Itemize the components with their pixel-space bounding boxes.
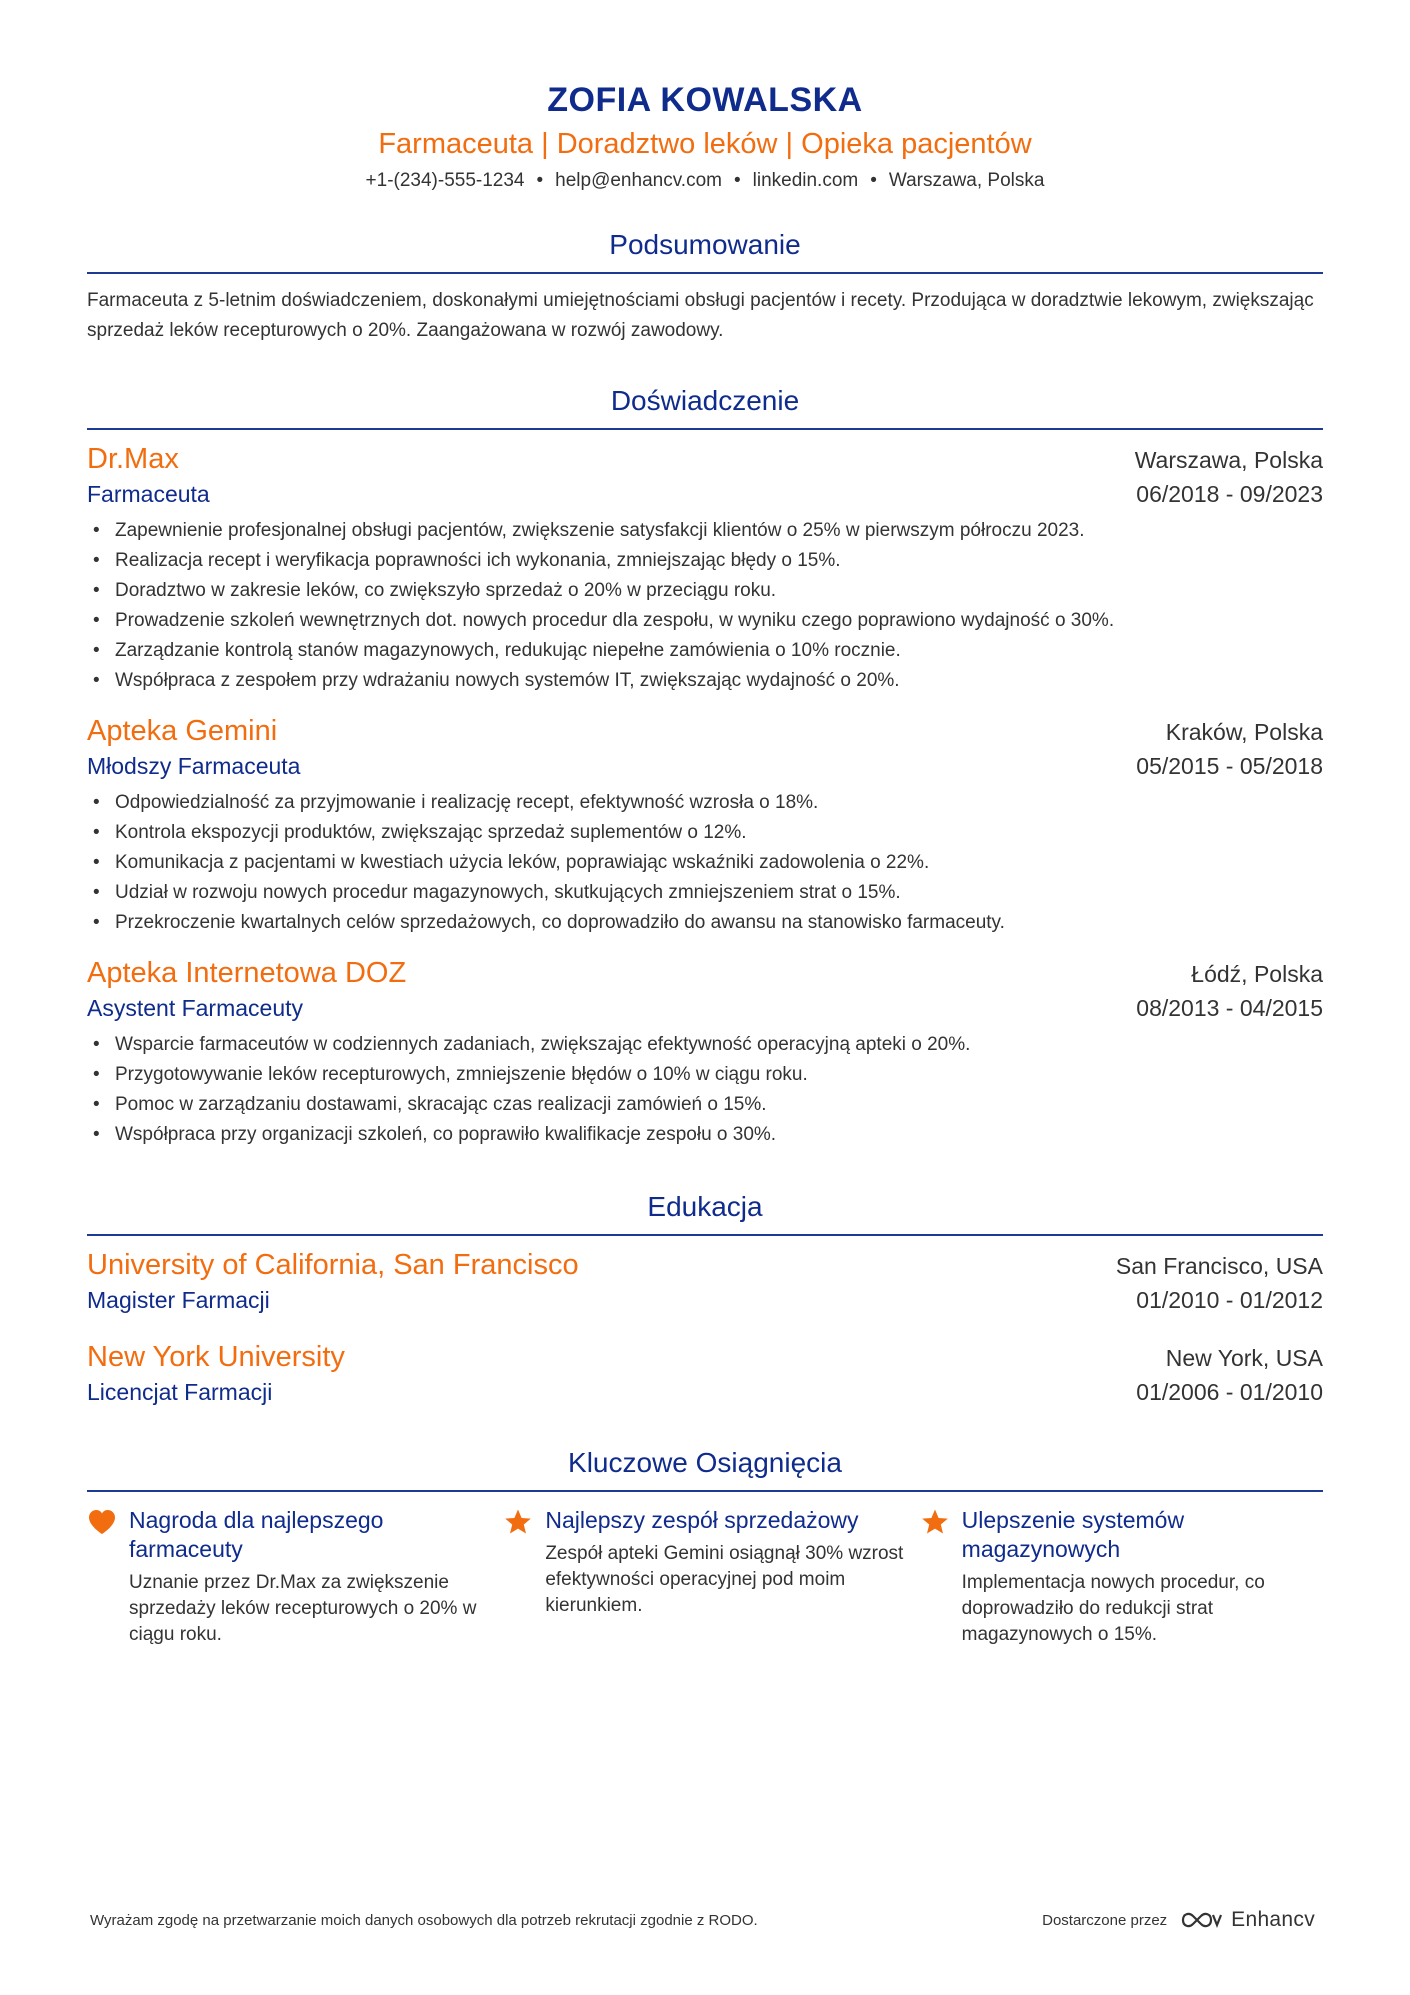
brand-name: Enhancv xyxy=(1231,1908,1315,1931)
list-item: • Przygotowywanie leków recepturowych, zmniejszenie błędów o 10% w ciągu roku. xyxy=(115,1060,1323,1090)
achievement-title: Nagroda dla najlepszego farmaceuty xyxy=(129,1507,384,1562)
job-location: Warszawa, Polska xyxy=(1134,447,1323,473)
job-dates: 05/2015 - 05/2018 xyxy=(1136,753,1323,779)
job-role: Farmaceuta xyxy=(87,481,210,507)
contact-phone[interactable]: +1-(234)-555-1234 xyxy=(365,170,525,191)
achievement-desc: Uznanie przez Dr.Max za zwiększenie sprzedaży leków recepturowych o 20% w ciągu roku. xyxy=(129,1572,477,1645)
gdpr-consent: Wyrażam zgodę na przetwarzanie moich danych osobowych dla potrzeb rekrutacji zgodnie z RODO. xyxy=(90,1911,758,1929)
achievement-title: Ulepszenie systemów magazynowych xyxy=(961,1507,1185,1562)
star-icon xyxy=(920,1506,962,1648)
list-item: • Przekroczenie kwartalnych celów sprzedażowych, co doprowadziło do awansu na stanowisko farmaceuty. xyxy=(115,908,1323,938)
achievement-desc: Zespół apteki Gemini osiągnął 30% wzrost efektywności operacyjnej pod moim kierunkiem. xyxy=(545,1543,904,1616)
list-item: • Kontrola ekspozycji produktów, zwiększając sprzedaż suplementów o 12%. xyxy=(115,818,1323,848)
job-company: Apteka Gemini xyxy=(87,715,278,747)
education-school: New York University xyxy=(87,1341,345,1373)
education-school: University of California, San Francisco xyxy=(87,1249,579,1281)
list-item: • Zarządzanie kontrolą stanów magazynowych, redukując niepełne zamówienia o 10% rocznie. xyxy=(115,636,1323,666)
education-entry xyxy=(87,1338,1323,1408)
achievement-item xyxy=(920,1506,1323,1648)
list-item: • Odpowiedzialność za przyjmowanie i realizację recept, efektywność wzrosła o 18%. xyxy=(115,788,1323,818)
achievements-section xyxy=(87,1446,1323,1648)
job-location: Łódź, Polska xyxy=(1191,961,1323,987)
education-degree: Licencjat Farmacji xyxy=(87,1379,273,1405)
contact-line xyxy=(87,168,1323,194)
star-icon xyxy=(503,1506,545,1648)
contact-location: Warszawa, Polska xyxy=(888,170,1045,191)
job-bullets xyxy=(87,788,1323,938)
separator-dot: • xyxy=(870,170,877,191)
job-bullets xyxy=(87,1030,1323,1150)
education-dates: 01/2006 - 01/2010 xyxy=(1136,1379,1323,1405)
list-item: • Udział w rozwoju nowych procedur magazynowych, skutkujących zmniejszeniem strat o 15%. xyxy=(115,878,1323,908)
education-dates: 01/2010 - 01/2012 xyxy=(1136,1287,1323,1313)
list-item: • Współpraca z zespołem przy wdrażaniu nowych systemów IT, zwiększając wydajność o 20%. xyxy=(115,666,1323,696)
job-entry xyxy=(87,954,1323,1150)
list-item: • Doradztwo w zakresie leków, co zwiększyło sprzedaż o 20% w przeciągu roku. xyxy=(115,576,1323,606)
list-item: • Komunikacja z pacjentami w kwestiach użycia leków, poprawiając wskaźniki zadowolenia o 22%. xyxy=(115,848,1323,878)
job-company: Dr.Max xyxy=(87,443,179,475)
experience-section xyxy=(87,384,1323,1150)
list-item: • Realizacja recept i weryfikacja poprawności ich wykonania, zmniejszając błędy o 15%. xyxy=(115,546,1323,576)
header xyxy=(87,0,1323,194)
job-role: Młodszy Farmaceuta xyxy=(87,753,301,779)
separator-dot: • xyxy=(733,170,741,191)
candidate-name: ZOFIA KOWALSKA xyxy=(547,81,863,119)
heart-icon xyxy=(87,1506,129,1648)
job-entry xyxy=(87,712,1323,938)
powered-by-label: Dostarczone przez xyxy=(1042,1911,1168,1929)
job-role: Asystent Farmaceuty xyxy=(87,995,304,1021)
job-bullets xyxy=(87,516,1323,696)
summary-section xyxy=(87,228,1323,346)
resume-content xyxy=(87,0,1323,1648)
achievements-grid xyxy=(87,1506,1323,1648)
achievement-desc: Implementacja nowych procedur, co doprowadziło do redukcji strat magazynowych o 15%. xyxy=(961,1572,1265,1645)
list-item: • Pomoc w zarządzaniu dostawami, skracając czas realizacji zamówień o 15%. xyxy=(115,1090,1323,1120)
job-entry xyxy=(87,440,1323,696)
section-title-education: Edukacja xyxy=(87,1190,1323,1236)
list-item: • Współpraca przy organizacji szkoleń, co poprawiło kwalifikacje zespołu o 30%. xyxy=(115,1120,1323,1150)
summary-text: Farmaceuta z 5-letnim doświadczeniem, doskonałymi umiejętnościami obsługi pacjentów i recety. Przodująca w doradztwie lekowym, zwiększając sprzedaż leków recepturowych o 20%. Zaangażowana w rozwój zawodowy. xyxy=(87,290,1314,341)
achievement-title: Najlepszy zespół sprzedażowy xyxy=(545,1507,859,1533)
section-title-experience: Doświadczenie xyxy=(87,384,1323,430)
education-location: New York, USA xyxy=(1165,1345,1323,1371)
section-title-summary: Podsumowanie xyxy=(87,228,1323,274)
education-location: San Francisco, USA xyxy=(1115,1253,1323,1279)
list-item: • Wsparcie farmaceutów w codziennych zadaniach, zwiększając efektywność operacyjną apteki o 20%. xyxy=(115,1030,1323,1060)
job-location: Kraków, Polska xyxy=(1165,719,1323,745)
education-section xyxy=(87,1190,1323,1408)
candidate-subtitle: Farmaceuta | Doradztwo leków | Opieka pacjentów xyxy=(378,128,1032,160)
contact-email[interactable]: help@enhancv.com xyxy=(555,170,722,191)
contact-linkedin[interactable]: linkedin.com xyxy=(752,170,859,191)
achievement-item xyxy=(87,1506,490,1648)
list-item: • Prowadzenie szkoleń wewnętrznych dot. nowych procedur dla zespołu, w wyniku czego poprawiono wydajność o 30%. xyxy=(115,606,1323,636)
job-dates: 06/2018 - 09/2023 xyxy=(1136,481,1323,507)
enhancv-logo-icon xyxy=(1179,1909,1223,1931)
footer xyxy=(90,1908,1315,1932)
job-dates: 08/2013 - 04/2015 xyxy=(1136,995,1323,1021)
education-degree: Magister Farmacji xyxy=(87,1287,270,1313)
powered-by[interactable] xyxy=(1042,1908,1315,1932)
job-company: Apteka Internetowa DOZ xyxy=(87,957,407,989)
separator-dot: • xyxy=(536,170,544,191)
section-title-achievements: Kluczowe Osiągnięcia xyxy=(87,1446,1323,1492)
achievement-item xyxy=(503,1506,906,1648)
education-entry xyxy=(87,1246,1323,1316)
list-item: • Zapewnienie profesjonalnej obsługi pacjentów, zwiększenie satysfakcji klientów o 25% w pierwszym półroczu 2023. xyxy=(115,516,1323,546)
